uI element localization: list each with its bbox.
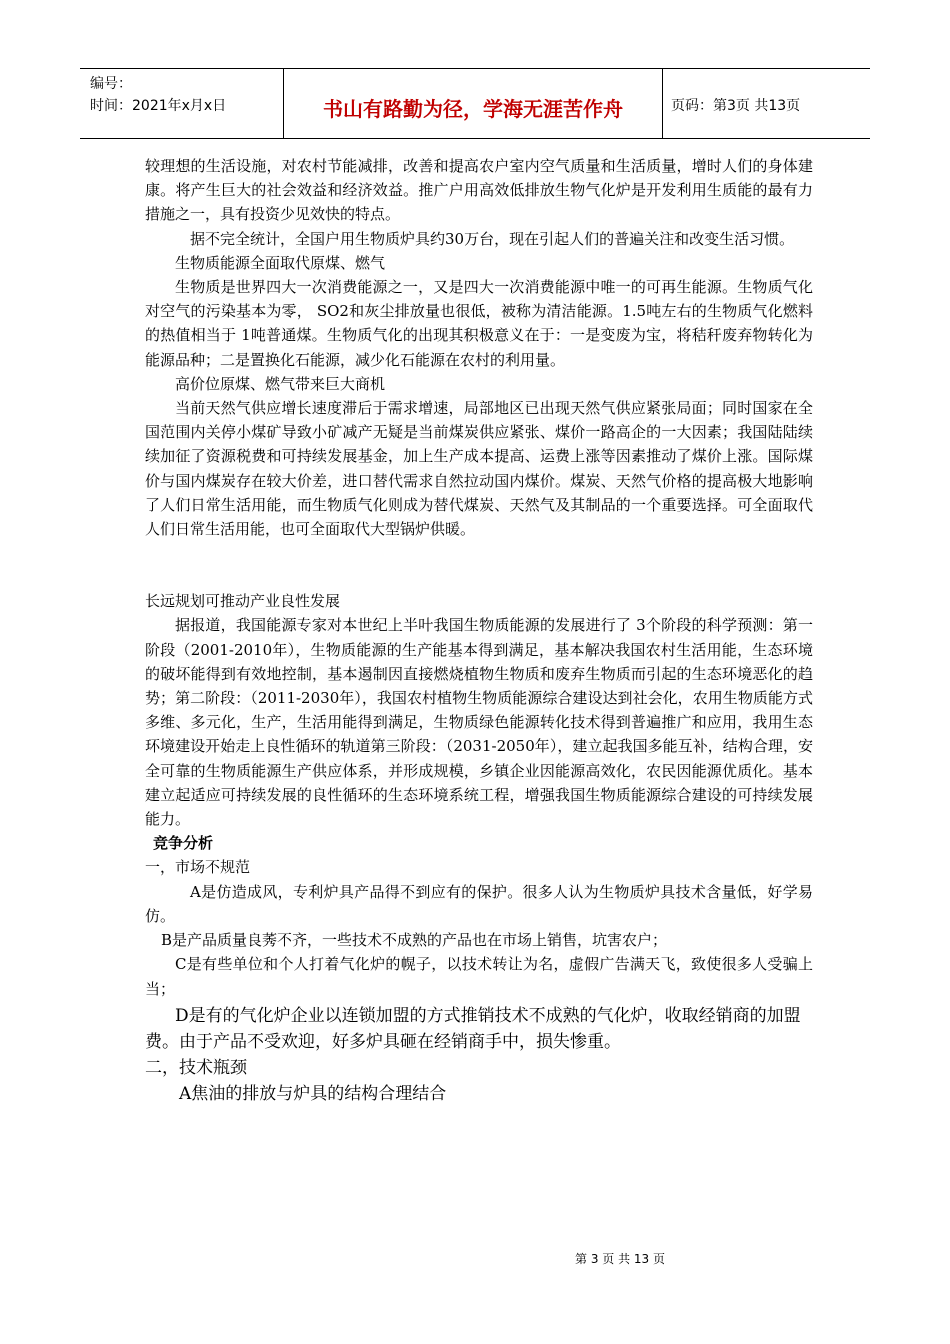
time-label: 时间：2021年x月x日	[90, 98, 227, 114]
blank-space	[145, 541, 813, 589]
header-page-cell	[663, 69, 870, 138]
header-motto-cell	[284, 69, 663, 138]
section-heading-planning: 长远规划可推动产业良性发展	[145, 592, 341, 611]
number-label: 编号：	[90, 76, 132, 92]
paragraph-point-a: A是仿造成风，专利炉具产品得不到应有的保护。很多人认为生物质炉具技术含量低，好学易仿。	[145, 882, 813, 925]
document-body	[145, 154, 813, 1107]
paragraph-forecast: 据报道，我国能源专家对本世纪上半叶我国生物质能源的发展进行了 3个阶段的科学预测：第一阶段（2001-2010年），生物质能源的生产能基本得到满足，基本解决我国农村生活用能，生态环境的破坏能得到有效地控制，基本遏制因直接燃烧植物生物质和废弃生物质而引起的生态环境恶化的趋势；第二阶段：（2011-2030年），我国农村植物生物质能源综合建设达到社会化，农用生物质能方式多维、多元化，生产，生活用能得到满足，生物质绿色能源转化技术得到普遍推广和应用，我用生态环境建设开始走上良性循环的轨道第三阶段：（2031-2050年），建立起我国多能互补，结构合理，安全可靠的生物质能源生产供应体系，并形成规模，乡镇企业因能源高效化，农民因能源优质化。基本建立起适应可持续发展的良性循环的生态环境系统工程，增强我国生物质能源综合建设的可持续发展能力。	[145, 616, 813, 829]
page-footer: 第 3 页 共 13 页	[575, 1252, 665, 1266]
paragraph-point-d: D是有的气化炉企业以连锁加盟的方式推销技术不成熟的气化炉，收取经销商的加盟费。由于产品不受欢迎，好多炉具砸在经销商手中，损失惨重。	[145, 1005, 801, 1052]
paragraph-intro: 较理想的生活设施，对农村节能减排，改善和提高农户室内空气质量和生活质量，增时人们的身体建康。将产生巨大的社会效益和经济效益。推广户用高效低排放生物气化炉是开发利用生质能的最有力措施之一，具有投资少见效快的特点。	[145, 157, 813, 224]
section-heading-competition: 竞争分析	[153, 834, 214, 853]
paragraph-biomass: 生物质是世界四大一次消费能源之一，又是四大一次消费能源中唯一的可再生能源。生物质气化对空气的污染基本为零， SO2和灰尘排放量也很低，被称为清洁能源。1.5吨左右的生物质气化燃料的热值相当于 1吨普通煤。生物质气化的出现其积极意义在于：一是变废为宝，将秸秆废弃物转化为能源品种；二是置换化石能源，减少化石能源在农村的利用量。	[145, 278, 813, 369]
page-header	[80, 68, 870, 139]
header-info-cell	[80, 69, 284, 138]
paragraph-prices: 当前天然气供应增长速度滞后于需求增速，局部地区已出现天然气供应紧张局面；同时国家在全国范围内关停小煤矿导致小矿减产无疑是当前煤炭供应紧张、煤价一路高企的一大因素；我国陆陆续续加征了资源税费和可持续发展基金，加上生产成本提高、运费上涨等因素推动了煤价上涨。国际煤价与国内煤炭存在较大价差，进口替代需求自然拉动国内煤价。煤炭、天然气价格的提高极大地影响了人们日常生活用能，而生物质气化则成为替代煤炭、天然气及其制品的一个重要选择。可全面取代人们日常生活用能，也可全面取代大型锅炉供暖。	[145, 399, 813, 539]
page-info: 页码：第3页 共13页	[671, 98, 801, 114]
section-heading-opportunity: 高价位原煤、燃气带来巨大商机	[175, 374, 386, 393]
subheading-technology: 二，技术瓶颈	[145, 1057, 247, 1078]
paragraph-point-b: B是产品质量良莠不齐，一些技术不成熟的产品也在市场上销售，坑害农户；	[161, 931, 668, 950]
section-heading-replace: 生物质能源全面取代原煤、燃气	[175, 253, 386, 272]
subheading-market: 一，市场不规范	[145, 858, 251, 877]
paragraph-statistics: 据不完全统计，全国户用生物质炉具约30万台，现在引起人们的普遍关注和改变生活习惯。	[190, 229, 795, 248]
motto-text: 书山有路勤为径，学海无涯苦作舟	[323, 97, 623, 121]
paragraph-point-c: C是有些单位和个人打着气化炉的幌子，以技术转让为名，虚假广告满天飞，致使很多人受骗上当；	[145, 955, 813, 998]
paragraph-tar: A焦油的排放与炉具的结构合理结合	[179, 1083, 447, 1104]
